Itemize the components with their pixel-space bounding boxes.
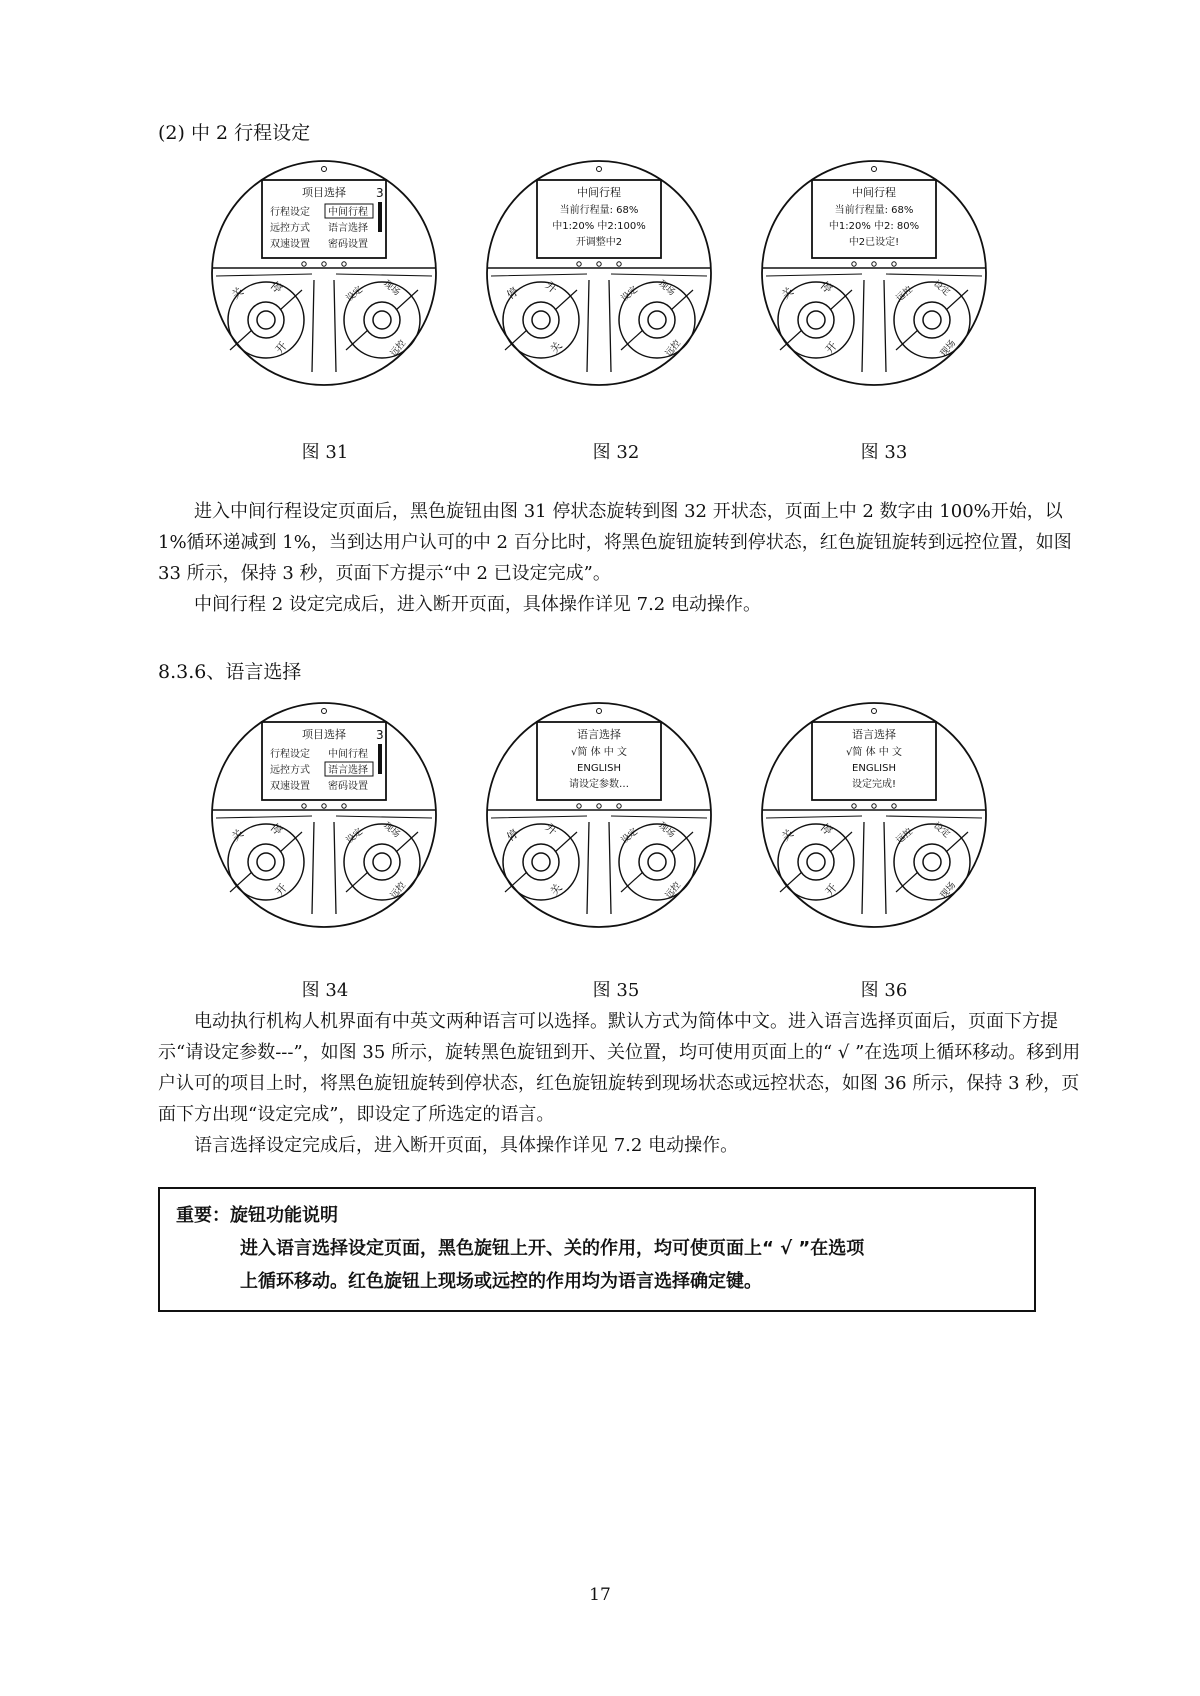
red-knob-center bbox=[914, 844, 950, 880]
black-knob-hub bbox=[807, 853, 825, 871]
black-knob-label: 关 bbox=[779, 826, 797, 844]
lcd-menu-item: 中间行程 bbox=[328, 749, 368, 760]
important-note-line-1: 进入语言选择设定页面，黑色旋钮上开、关的作用，均可使页面上“ √ ”在选项 bbox=[240, 1238, 865, 1259]
status-led bbox=[342, 804, 346, 808]
status-led bbox=[852, 262, 856, 266]
knob-separator bbox=[862, 822, 886, 914]
black-knob-hub bbox=[257, 853, 275, 871]
black-knob-label: 开 bbox=[272, 339, 290, 357]
lcd-title: 项目选择 bbox=[302, 186, 346, 199]
actuator-panel-drawing bbox=[208, 158, 440, 388]
panel-divider bbox=[216, 816, 432, 818]
important-note-line-2: 上循环移动。红色旋钮上现场或远控的作用均为语言选择确定键。 bbox=[240, 1271, 762, 1292]
panel-divider bbox=[216, 274, 432, 276]
black-knob-label: 关 bbox=[547, 881, 565, 899]
red-knob-hub bbox=[648, 853, 666, 871]
lcd-line: 请设定参数… bbox=[569, 779, 629, 790]
status-led bbox=[302, 804, 306, 808]
lcd-line: 中1:20% 中2: 80% bbox=[828, 221, 920, 232]
lcd-menu-item: 语言选择 bbox=[328, 223, 368, 234]
red-knob-label: 远控 bbox=[894, 284, 915, 305]
panel-divider bbox=[766, 274, 982, 276]
lcd-menu-item: 远控方式 bbox=[270, 223, 310, 234]
lcd-menu-item: 中间行程 bbox=[328, 207, 368, 218]
lcd-line: 开调整中2 bbox=[575, 237, 623, 248]
indicator-dot bbox=[597, 709, 602, 714]
figure-36 bbox=[758, 700, 990, 930]
panel-divider bbox=[766, 816, 982, 818]
caption-figure-32: 图 32 bbox=[592, 442, 640, 463]
lcd-line: 设定完成! bbox=[851, 779, 897, 790]
red-knob-hub bbox=[373, 853, 391, 871]
status-led bbox=[617, 262, 621, 266]
lcd-page-number: 3 bbox=[376, 186, 384, 200]
status-led bbox=[322, 262, 326, 266]
red-knob-label: 设定 bbox=[619, 284, 640, 305]
caption-figure-36: 图 36 bbox=[860, 980, 908, 1001]
actuator-panel-drawing bbox=[758, 158, 990, 388]
lcd-title: 语言选择 bbox=[852, 728, 896, 741]
caption-figure-34: 图 34 bbox=[301, 980, 349, 1001]
status-led bbox=[852, 804, 856, 808]
black-knob-label: 停 bbox=[267, 820, 285, 838]
indicator-dot bbox=[872, 167, 877, 172]
section1-paragraph-2: 中间行程 2 设定完成后，进入断开页面，具体操作详见 7.2 电动操作。 bbox=[194, 594, 761, 615]
section2-paragraph-2: 语言选择设定完成后，进入断开页面，具体操作详见 7.2 电动操作。 bbox=[194, 1135, 739, 1156]
red-knob-center bbox=[639, 302, 675, 338]
red-knob-center bbox=[639, 844, 675, 880]
red-knob-label: 现场 bbox=[381, 278, 402, 299]
red-knob-label: 远控 bbox=[663, 338, 684, 359]
lcd-menu-item: 密码设置 bbox=[328, 239, 368, 250]
black-knob-label: 开 bbox=[542, 278, 560, 296]
actuator-panel-drawing bbox=[483, 700, 715, 930]
black-knob-hub bbox=[257, 311, 275, 329]
lcd-scrollbar bbox=[378, 744, 382, 774]
figure-31 bbox=[208, 158, 440, 388]
lcd-menu-item: 语言选择 bbox=[328, 765, 368, 776]
red-knob-center bbox=[914, 302, 950, 338]
status-led bbox=[872, 804, 876, 808]
lcd-line: 当前行程量: 68% bbox=[834, 205, 914, 216]
caption-figure-35: 图 35 bbox=[592, 980, 640, 1001]
black-knob-hub bbox=[532, 853, 550, 871]
black-knob-label: 停 bbox=[817, 820, 835, 838]
lcd-title: 中间行程 bbox=[577, 186, 621, 199]
figure-32 bbox=[483, 158, 715, 388]
red-knob-hub bbox=[373, 311, 391, 329]
red-knob-center bbox=[364, 302, 400, 338]
black-knob-center bbox=[248, 844, 284, 880]
indicator-dot bbox=[872, 709, 877, 714]
panel-divider bbox=[491, 816, 707, 818]
red-knob-label: 设定 bbox=[619, 826, 640, 847]
black-knob-label: 开 bbox=[542, 820, 560, 838]
black-knob-label: 停 bbox=[267, 278, 285, 296]
black-knob-label: 停 bbox=[504, 284, 522, 302]
black-knob-label: 关 bbox=[229, 284, 247, 302]
black-knob-label: 关 bbox=[229, 826, 247, 844]
knob-separator bbox=[312, 822, 336, 914]
red-knob-hub bbox=[923, 853, 941, 871]
red-knob-label: 远控 bbox=[388, 338, 409, 359]
indicator-dot bbox=[322, 167, 327, 172]
indicator-dot bbox=[322, 709, 327, 714]
knob-separator bbox=[587, 822, 611, 914]
section2-paragraph-1: 电动执行机构人机界面有中英文两种语言可以选择。默认方式为简体中文。进入语言选择页面后，页面下方提示“请设定参数---”，如图 35 所示，旋转黑色旋钮到开、关位置，均可使用页面上的“ √ ”在选项上循环移动。移到用户认可的项目上时，将黑色旋钮旋转到停状态，红色旋钮旋转到现场状态或远控状态，如图 36 所示，保持 3 秒，页面下方出现“设定完成”，即设定了所选定的语言。 bbox=[158, 1011, 1081, 1125]
section1-body bbox=[158, 496, 1088, 620]
actuator-panel-drawing bbox=[483, 158, 715, 388]
lcd-menu-item: 行程设定 bbox=[270, 749, 310, 760]
status-led bbox=[342, 262, 346, 266]
lcd-line: √简 体 中 文 bbox=[571, 747, 627, 758]
black-knob-center bbox=[523, 844, 559, 880]
lcd-line: 中1:20% 中2:100% bbox=[552, 221, 646, 232]
black-knob-center bbox=[798, 844, 834, 880]
section2-body bbox=[158, 1006, 1088, 1161]
black-knob-label: 停 bbox=[504, 826, 522, 844]
figure-34 bbox=[208, 700, 440, 930]
red-knob-label: 现场 bbox=[381, 820, 402, 841]
actuator-panel-drawing bbox=[758, 700, 990, 930]
lcd-menu-item: 双速设置 bbox=[270, 781, 310, 792]
lcd-menu-item: 远控方式 bbox=[270, 765, 310, 776]
lcd-menu-item: 双速设置 bbox=[270, 239, 310, 250]
red-knob-label: 现场 bbox=[938, 338, 959, 359]
section-heading-language: 8.3.6、语言选择 bbox=[158, 661, 302, 683]
caption-figure-31: 图 31 bbox=[301, 442, 349, 463]
knob-separator bbox=[312, 280, 336, 372]
indicator-dot bbox=[597, 167, 602, 172]
red-knob-label: 设定 bbox=[344, 826, 365, 847]
status-led bbox=[597, 804, 601, 808]
black-knob-label: 关 bbox=[779, 284, 797, 302]
black-knob-center bbox=[523, 302, 559, 338]
lcd-line: ENGLISH bbox=[577, 763, 621, 774]
red-knob-label: 现场 bbox=[656, 278, 677, 299]
black-knob-label: 关 bbox=[547, 339, 565, 357]
black-knob-label: 停 bbox=[817, 278, 835, 296]
red-knob-center bbox=[364, 844, 400, 880]
panel-divider bbox=[491, 274, 707, 276]
red-knob-label: 设定 bbox=[931, 820, 952, 841]
black-knob-center bbox=[248, 302, 284, 338]
status-led bbox=[872, 262, 876, 266]
knob-separator bbox=[587, 280, 611, 372]
status-led bbox=[322, 804, 326, 808]
lcd-page-number: 3 bbox=[376, 728, 384, 742]
important-note-title: 重要：旋钮功能说明 bbox=[176, 1205, 338, 1226]
figure-row-2 bbox=[0, 700, 1200, 930]
figure-35 bbox=[483, 700, 715, 930]
lcd-line: 中2已设定! bbox=[848, 237, 900, 248]
red-knob-hub bbox=[648, 311, 666, 329]
red-knob-label: 远控 bbox=[388, 880, 409, 901]
lcd-line: 当前行程量: 68% bbox=[559, 205, 639, 216]
black-knob-hub bbox=[532, 311, 550, 329]
red-knob-label: 设定 bbox=[931, 278, 952, 299]
lcd-title: 中间行程 bbox=[852, 186, 896, 199]
lcd-title: 项目选择 bbox=[302, 728, 346, 741]
figure-row-1 bbox=[0, 158, 1200, 388]
actuator-panel-drawing bbox=[208, 700, 440, 930]
status-led bbox=[302, 262, 306, 266]
caption-figure-33: 图 33 bbox=[860, 442, 908, 463]
lcd-line: √简 体 中 文 bbox=[846, 747, 902, 758]
lcd-line: ENGLISH bbox=[852, 763, 896, 774]
status-led bbox=[577, 262, 581, 266]
red-knob-label: 现场 bbox=[938, 880, 959, 901]
black-knob-label: 开 bbox=[822, 881, 840, 899]
figure-33 bbox=[758, 158, 990, 388]
lcd-menu-item: 密码设置 bbox=[328, 781, 368, 792]
status-led bbox=[577, 804, 581, 808]
status-led bbox=[892, 262, 896, 266]
lcd-menu-item: 行程设定 bbox=[270, 207, 310, 218]
section1-paragraph-1: 进入中间行程设定页面后，黑色旋钮由图 31 停状态旋转到图 32 开状态，页面上中 2 数字由 100%开始，以 1%循环递减到 1%，当到达用户认可的中 2 百分比时，将黑色旋钮旋转到停状态，红色旋钮旋转到远控位置，如图 33 所示，保持 3 秒，页面下方提示“中 2 已设定完成”。 bbox=[158, 501, 1072, 584]
black-knob-hub bbox=[807, 311, 825, 329]
red-knob-label: 远控 bbox=[894, 826, 915, 847]
lcd-title: 语言选择 bbox=[577, 728, 621, 741]
black-knob-label: 开 bbox=[822, 339, 840, 357]
page-number: 17 bbox=[589, 1585, 611, 1605]
status-led bbox=[892, 804, 896, 808]
status-led bbox=[617, 804, 621, 808]
black-knob-center bbox=[798, 302, 834, 338]
red-knob-label: 现场 bbox=[656, 820, 677, 841]
black-knob-label: 开 bbox=[272, 881, 290, 899]
red-knob-label: 远控 bbox=[663, 880, 684, 901]
status-led bbox=[597, 262, 601, 266]
lcd-scrollbar bbox=[378, 202, 382, 232]
knob-separator bbox=[862, 280, 886, 372]
section-heading-mid2-travel: (2) 中 2 行程设定 bbox=[158, 122, 311, 144]
important-note-box bbox=[158, 1187, 1036, 1312]
red-knob-hub bbox=[923, 311, 941, 329]
red-knob-label: 设定 bbox=[344, 284, 365, 305]
